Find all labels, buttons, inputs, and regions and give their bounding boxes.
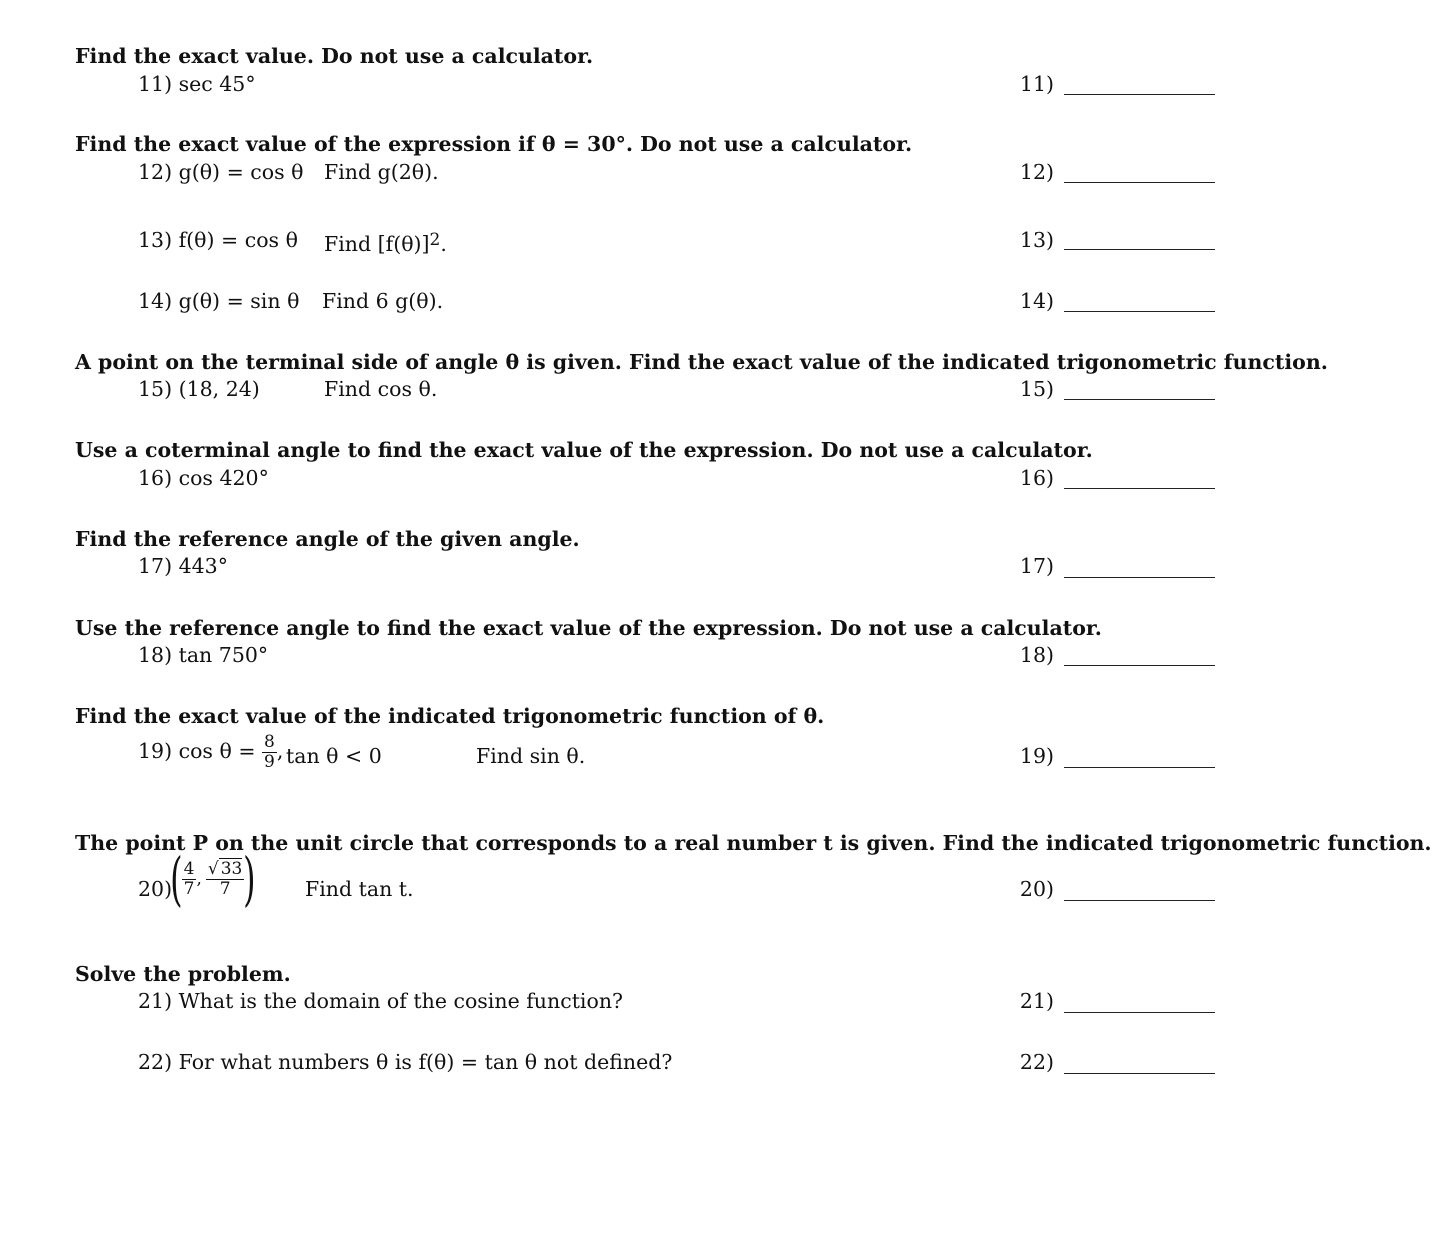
answer-number-16: 16) — [1019, 466, 1054, 490]
answer-blank-18[interactable] — [1064, 665, 1215, 666]
section-heading: Solve the problem. — [75, 962, 291, 986]
problem-14: 14) g(θ) = sin θ — [138, 289, 300, 313]
problem-13-find: Find $[f(\theta)]^2$. — [324, 230, 447, 256]
section-heading: A point on the terminal side of angle θ is given. Find the exact value of the indicated trigonometric function. — [75, 350, 1328, 374]
left-paren-icon: ( — [170, 845, 183, 913]
problem-11: 11) sec 45° — [138, 72, 256, 96]
answer-blank-19[interactable] — [1064, 767, 1215, 768]
fraction-4-7: $\frac{4}{7}$ — [183, 858, 195, 899]
problem-22: 22) For what numbers θ is f(θ) = tan θ not defined? — [138, 1050, 673, 1074]
problem-19: 19) cos θ = $\frac{8}{9}$ , — [138, 732, 284, 772]
problem-13: 13) f(θ) = cos θ — [138, 228, 298, 252]
section-heading: The point P on the unit circle that corresponds to a real number t is given. Find the indicated trigonometric function. — [75, 831, 1432, 855]
answer-number-20: 20) — [1019, 877, 1054, 901]
section-heading: Find the reference angle of the given angle. — [75, 527, 580, 551]
problem-17: 17) 443° — [138, 554, 228, 578]
problem-16: 16) cos 420° — [138, 466, 269, 490]
problem-15-find: Find cos θ. — [324, 377, 438, 401]
problem-15: 15) (18, 24) — [138, 377, 260, 401]
answer-blank-15[interactable] — [1064, 399, 1215, 400]
problem-18: 18) tan 750° — [138, 643, 269, 667]
answer-blank-13[interactable] — [1064, 249, 1215, 250]
answer-number-19: 19) — [1019, 744, 1054, 768]
answer-blank-20[interactable] — [1064, 900, 1215, 901]
answer-number-11: 11) — [1019, 72, 1054, 96]
answer-blank-17[interactable] — [1064, 577, 1215, 578]
problem-12-find: Find g(2θ). — [324, 160, 439, 184]
answer-blank-22[interactable] — [1064, 1073, 1215, 1074]
problem-20-find: Find tan t. — [305, 877, 414, 901]
section-heading: Use a coterminal angle to find the exact value of the expression. Do not use a calculator. — [75, 438, 1093, 462]
answer-number-15: 15) — [1019, 377, 1054, 401]
problem-19-find: Find sin θ. — [476, 744, 586, 768]
problem-19-condition: tan θ < 0 — [286, 744, 382, 768]
section-heading: Find the exact value of the indicated trigonometric function of θ. — [75, 704, 825, 728]
fraction-sqrt33-7: $\frac{√ 33}{7}$ — [207, 858, 243, 899]
answer-number-14: 14) — [1019, 289, 1054, 313]
section-heading: Find the exact value of the expression if θ = 30°. Do not use a calculator. — [75, 132, 913, 156]
fraction-8-9: $\frac{8}{9}$ — [264, 732, 275, 772]
answer-blank-16[interactable] — [1064, 488, 1215, 489]
answer-number-12: 12) — [1019, 160, 1054, 184]
problem-12: 12) g(θ) = cos θ — [138, 160, 304, 184]
answer-number-21: 21) — [1019, 989, 1054, 1013]
section-heading: Find the exact value. Do not use a calculator. — [75, 44, 594, 68]
answer-number-13: 13) — [1019, 228, 1054, 252]
answer-blank-12[interactable] — [1064, 182, 1215, 183]
answer-number-17: 17) — [1019, 554, 1054, 578]
answer-number-22: 22) — [1019, 1050, 1054, 1074]
problem-20-point: ( $\frac{4}{7}$ , $\frac{√ 33}{7}$ ) — [170, 845, 256, 913]
answer-blank-21[interactable] — [1064, 1012, 1215, 1013]
answer-blank-11[interactable] — [1064, 94, 1215, 95]
answer-number-18: 18) — [1019, 643, 1054, 667]
right-paren-icon: ) — [243, 845, 256, 913]
problem-14-find: Find 6 g(θ). — [322, 289, 444, 313]
problem-20-label: 20) — [138, 877, 173, 901]
problem-21: 21) What is the domain of the cosine function? — [138, 989, 624, 1013]
answer-blank-14[interactable] — [1064, 311, 1215, 312]
section-heading: Use the reference angle to find the exact value of the expression. Do not use a calculator. — [75, 616, 1102, 640]
